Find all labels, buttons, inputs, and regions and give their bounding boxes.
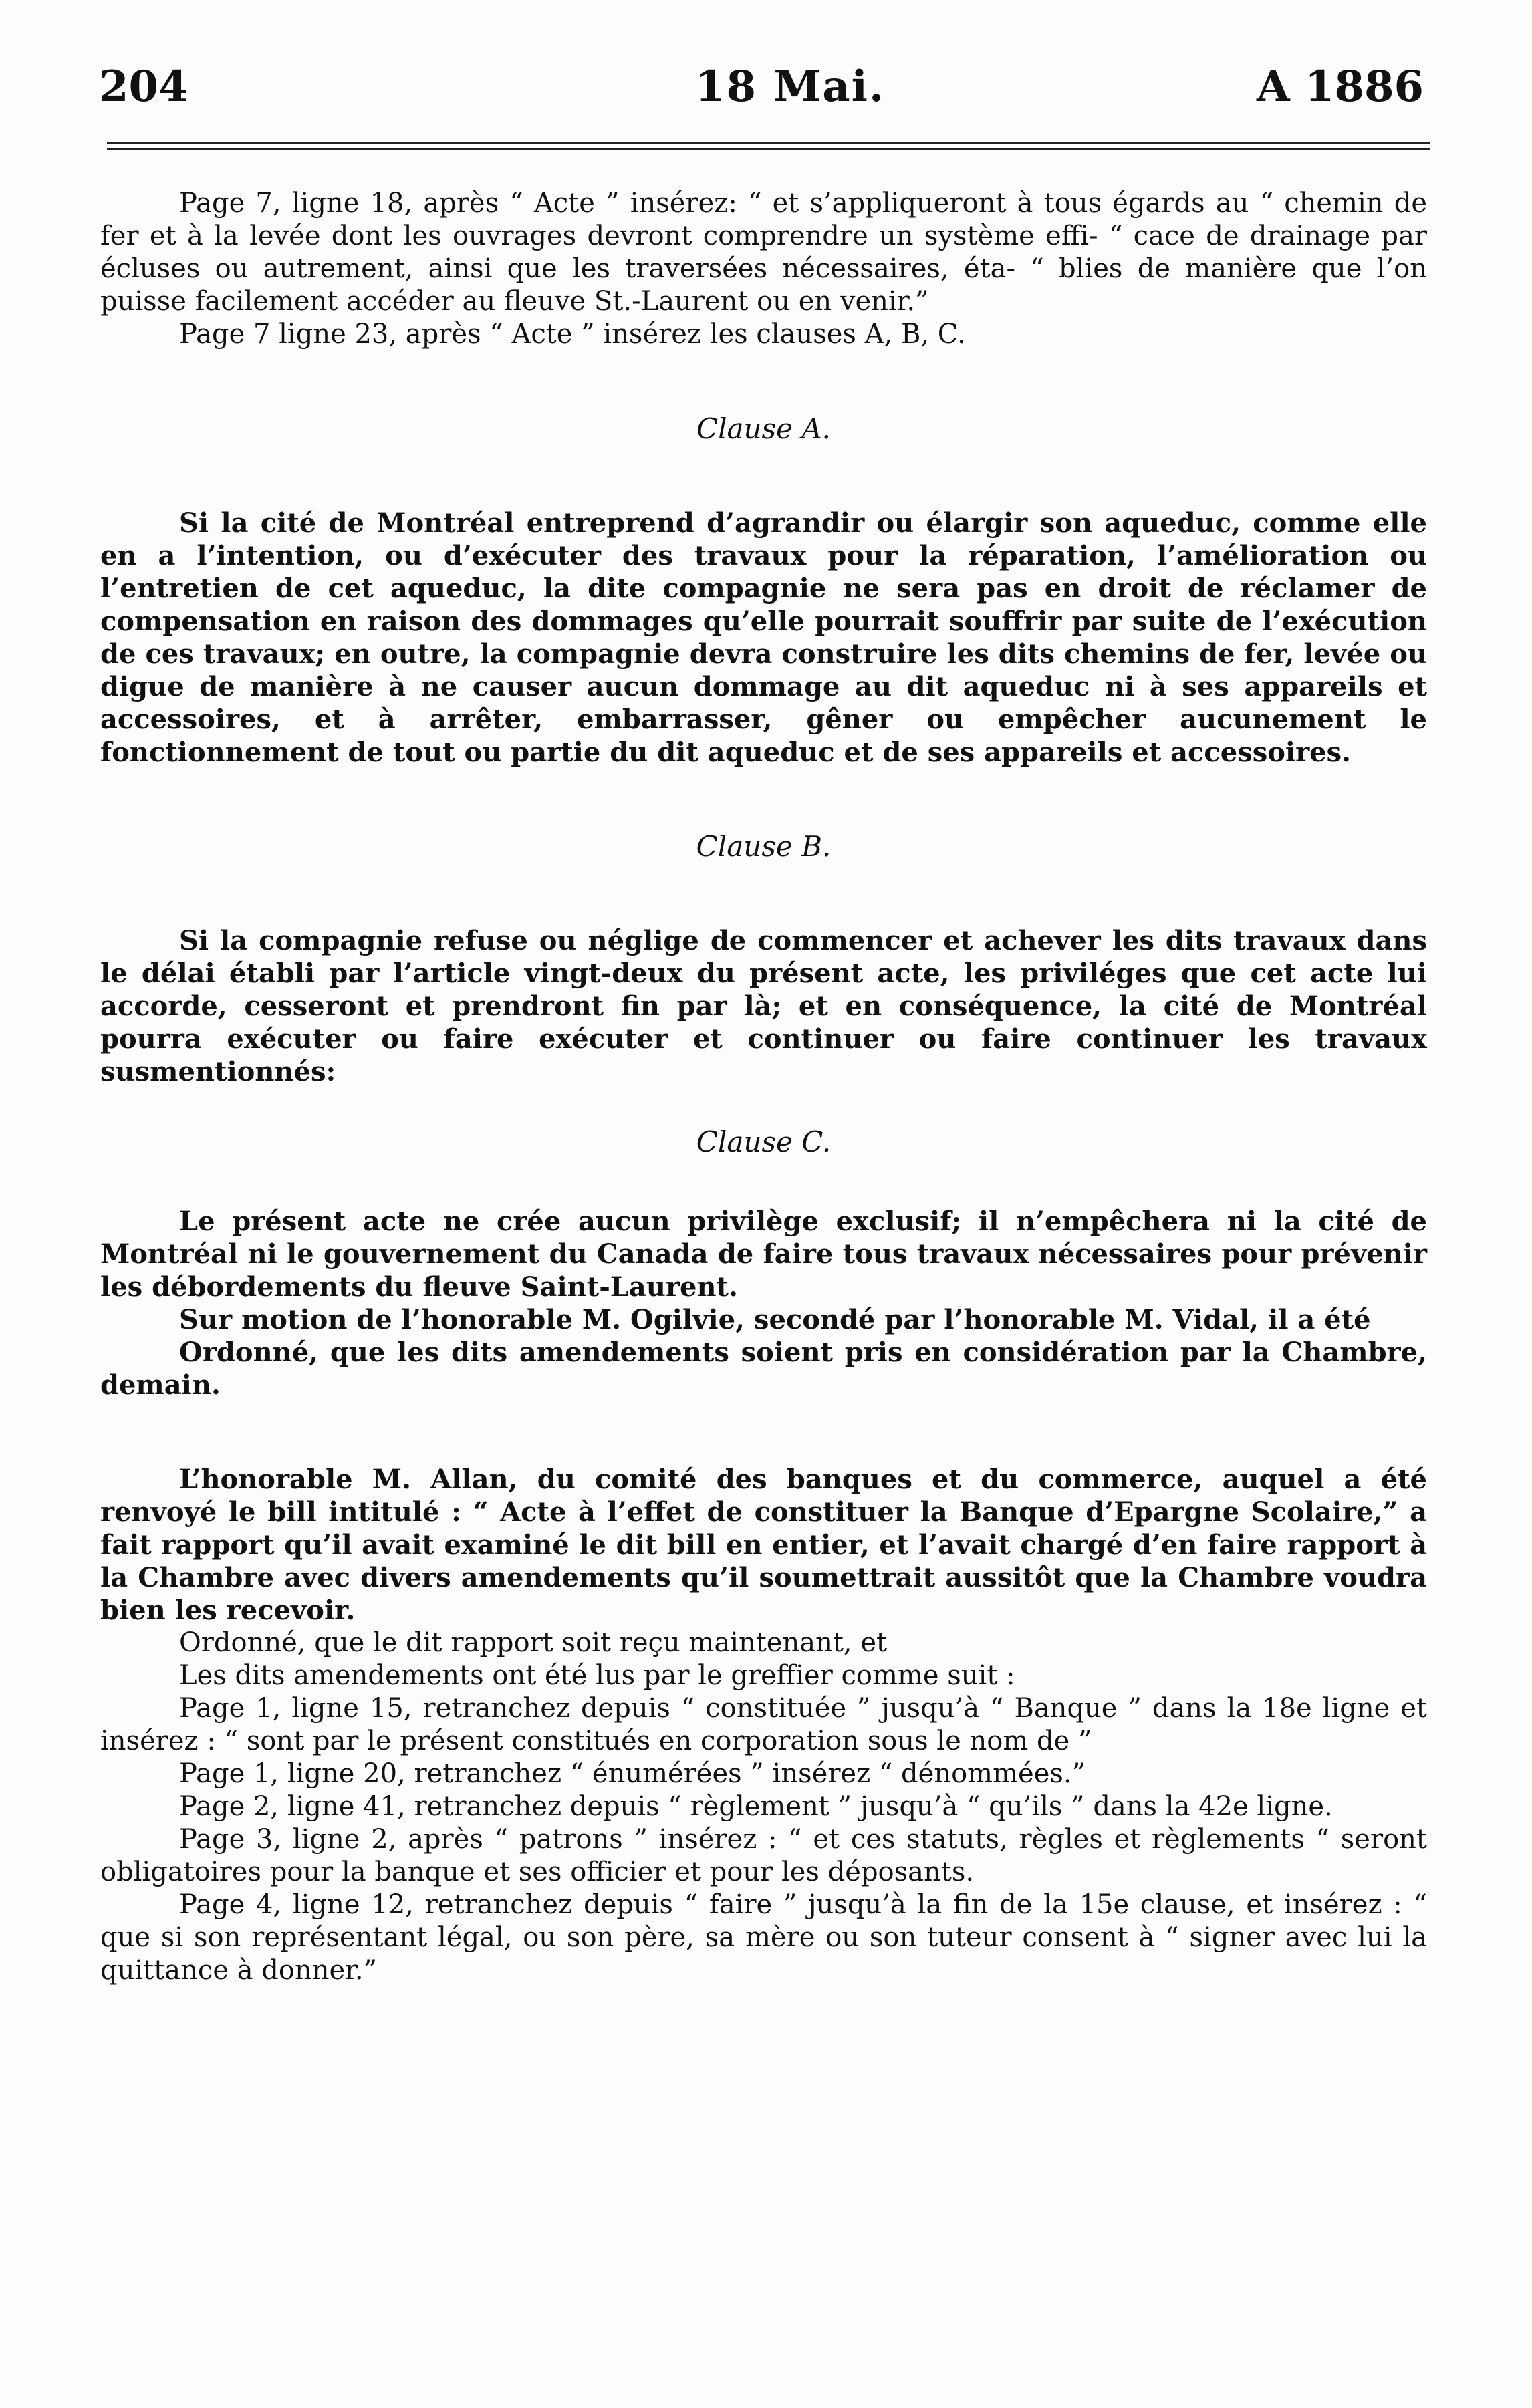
amendment-page7-line23: Page 7 ligne 23, après “ Acte ” insérez les clauses A, B, C. (179, 319, 966, 350)
clause-b-text: Si la compagnie refuse ou néglige de commencer et achever les dits travaux dans le délai établi par l’article vingt-deux du présent acte, les priviléges que cet acte lui accorde, cesseront et prendront fin par là; et en conséquence, la cité de Montréal pourra exécuter ou faire exécuter et continuer ou faire continuer les travaux susmentionnés: (100, 925, 1427, 1087)
page-year: A 1886 (1257, 61, 1424, 112)
header-rule-top (107, 142, 1430, 144)
running-head (0, 61, 1532, 122)
amendment-page7-line18: Page 7, ligne 18, après “ Acte ” insérez: “ et s’appliqueront à tous égards au “ chemin de fer et à la levée dont les ouvrages devront comprendre un système effi- “ cace de drainage par écluses ou autrement, ainsi que les traversées nécessaires, éta- “ blies de manière que l’on puisse facilement accéder au fleuve St.-Laurent ou en venir.” (100, 188, 1427, 317)
ordered-text: Ordonné, que les dits amendements soient pris en considération par la Chambre, demain. (100, 1337, 1427, 1401)
page-number: 204 (99, 61, 188, 112)
clause-a-heading: Clause A. (696, 412, 832, 445)
clause-c-heading: Clause C. (696, 1125, 832, 1158)
committee-report: L’honorable M. Allan, du comité des banques et du commerce, auquel a été renvoyé le bill intitulé : “ Acte à l’effet de constituer la Banque d’Epargne Scolaire,” a fait rapport qu’il avait examiné le dit bill en entier, et l’avait chargé d’en faire rapport à la Chambre avec divers amendements qu’il soumettrait aussitôt que la Chambre voudra bien les recevoir. (100, 1464, 1427, 1626)
amendment-page1-line15: Page 1, ligne 15, retranchez depuis “ constituée ” jusqu’à “ Banque ” dans la 18e ligne et insérez : “ sont par le présent constitués en corporation sous le nom de ” (100, 1693, 1427, 1756)
amendment-page1-line20: Page 1, ligne 20, retranchez “ énumérées ” insérez “ dénommées.” (179, 1758, 1086, 1789)
amendment-page3-line2: Page 3, ligne 2, après “ patrons ” insérez : “ et ces statuts, règles et règlements “ seront obligatoires pour la banque et ses officier et pour les déposants. (100, 1824, 1427, 1887)
page-date: 18 Mai. (695, 61, 886, 112)
page-body (100, 187, 1427, 1987)
amendment-page4-line12: Page 4, ligne 12, retranchez depuis “ faire ” jusqu’à la fin de la 15e clause, et insérez : “ que si son représentant légal, ou son père, sa mère ou son tuteur consent à “ signer avec lui la quittance à donner.” (100, 1889, 1427, 1986)
motion-text: Sur motion de l’honorable M. Ogilvie, secondé par l’honorable M. Vidal, il a été (179, 1304, 1371, 1335)
report-ordered: Ordonné, que le dit rapport soit reçu maintenant, et (179, 1627, 888, 1658)
amendment-page2-line41: Page 2, ligne 41, retranchez depuis “ règlement ” jusqu’à “ qu’ils ” dans la 42e ligne. (179, 1791, 1333, 1822)
clause-b-heading: Clause B. (696, 830, 832, 863)
clause-a-text: Si la cité de Montréal entreprend d’agrandir ou élargir son aqueduc, comme elle en a l’intention, ou d’exécuter des travaux pour la réparation, l’amélioration ou l’entretien de cet aqueduc, la dite compagnie ne sera pas en droit de réclamer de compensation en raison des dommages qu’elle pourrait souffrir par suite de l’exécution de ces travaux; en outre, la compagnie devra construire les dits chemins de fer, levée ou digue de manière à ne causer aucun dommage au dit aqueduc ni à ses appareils et accessoires, et à arrêter, embarrasser, gêner ou empêcher aucunement le fonctionnement de tout ou partie du dit aqueduc et de ses appareils et accessoires. (100, 507, 1427, 768)
report-read: Les dits amendements ont été lus par le greffier comme suit : (179, 1660, 1015, 1691)
header-rule-bottom (107, 148, 1430, 150)
clause-c-text: Le présent acte ne crée aucun privilège exclusif; il n’empêchera ni la cité de Montréal ni le gouvernement du Canada de faire tous travaux nécessaires pour prévenir les débordements du fleuve Saint-Laurent. (100, 1206, 1427, 1303)
